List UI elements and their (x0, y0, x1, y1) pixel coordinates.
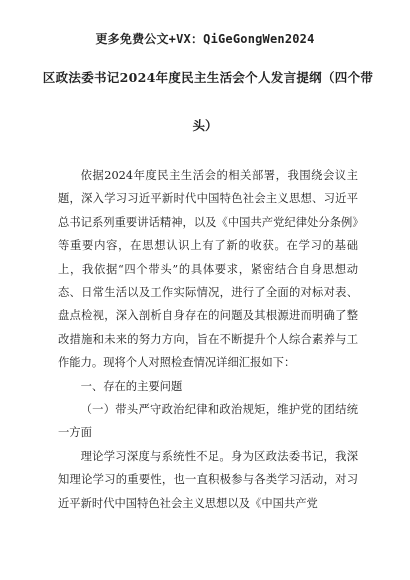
body-paragraph: 理论学习深度与系统性不足。身为区政法委书记，我深知理论学习的重要性，也一直积极参与各类学习活动，对习近平新时代中国特色社会主义思想以及《中国共产党 (58, 449, 358, 510)
section-heading: 一、存在的主要问题 (80, 379, 183, 393)
document-body (58, 164, 358, 515)
intro-paragraph: 依据2024年度民主生活会的相关部署，我围绕会议主题，深入学习习近平新时代中国特色社会主义思想、习近平总书记系列重要讲话精神，以及《中国共产党纪律处分条例》等重要内容，在思想认识上有了新的收获。在学习的基础上，我依据“四个带头”的具体要求，紧密结合自身思想动态、日常生活以及工作实际情况，进行了全面的对标对表、盘点检视，深入剖析自身存在的问题及其根源进而明确了整改措施和未来的努力方向，旨在不断提升个人综合素养与工作能力。现将个人对照检查情况详细汇报如下： (58, 169, 358, 370)
promo-header: 更多免费公文+VX：QiGeGongWen2024 (95, 32, 315, 46)
document-title-continuation: 头） (192, 118, 218, 133)
document-title: 区政法委书记2024年度民主生活会个人发言提纲（四个带 (42, 70, 374, 85)
subsection-heading: （一）带头严守政治纪律和政治规矩，维护党的团结统一方面 (58, 403, 358, 440)
